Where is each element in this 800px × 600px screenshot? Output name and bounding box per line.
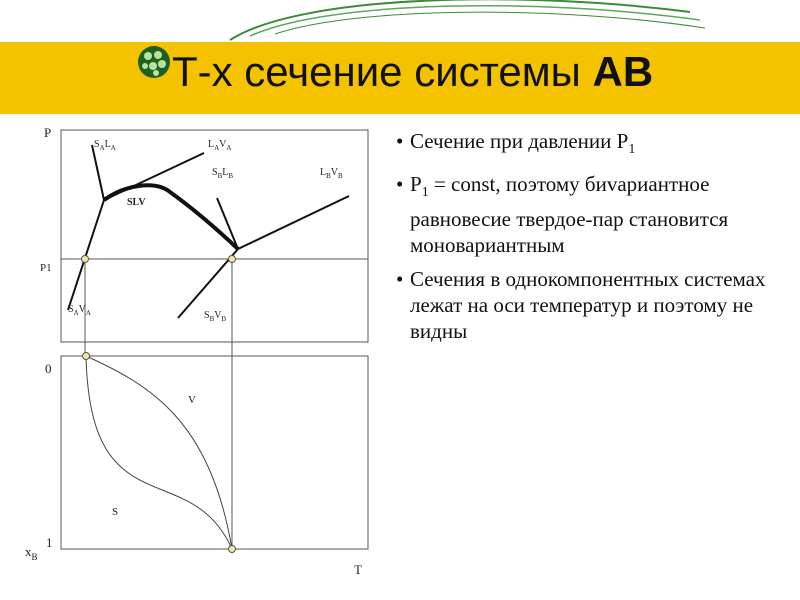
- xb-axis-label: $x_B$: [25, 544, 38, 562]
- slv-label: SLV: [127, 197, 146, 208]
- solid-curve: [86, 356, 232, 549]
- sava-label: $S_AV_A$: [68, 304, 91, 317]
- solid-region-label: S: [112, 506, 119, 518]
- sava-curve: [68, 200, 104, 310]
- bullet-item: • Сечение при давлении $Р_1$: [398, 128, 788, 163]
- bullet-item: • $Р_1$ = const, поэтому биvариантное равновесие твердое-пар становится моновариантным: [398, 171, 788, 258]
- lower-plot-frame: [61, 356, 368, 549]
- sala-label: $S_AL_A$: [94, 139, 116, 152]
- lava-label: $L_AV_A$: [208, 139, 232, 152]
- bullet-item: • Сечения в однокомпонентных системах лежат на оси температур и поэтому не видны: [398, 266, 788, 353]
- tx-point-b: [229, 546, 236, 553]
- title-text: Т-х сечение системы: [172, 48, 593, 95]
- slv-curve: [104, 185, 238, 249]
- lbvb-curve: [238, 196, 349, 249]
- bullet-list: [398, 128, 788, 362]
- t-axis-label: T: [354, 562, 362, 577]
- intersection-point-b: [229, 256, 236, 263]
- axis-label-p: P: [44, 125, 52, 140]
- intersection-point-a: [82, 256, 89, 263]
- vapor-region-label: V: [188, 394, 196, 406]
- x-axis-one-label: 1: [46, 535, 53, 550]
- title-system-name: АВ: [592, 48, 654, 95]
- x-axis-zero-label: 0: [45, 361, 52, 376]
- sala-curve: [92, 145, 104, 200]
- sblb-label: $S_BL_B$: [212, 167, 234, 180]
- tx-point-a: [83, 353, 90, 360]
- p1-label: P1: [40, 262, 52, 274]
- lbvb-label: $L_BV_B$: [320, 167, 343, 180]
- sbvb-label: $S_BV_B$: [204, 310, 227, 323]
